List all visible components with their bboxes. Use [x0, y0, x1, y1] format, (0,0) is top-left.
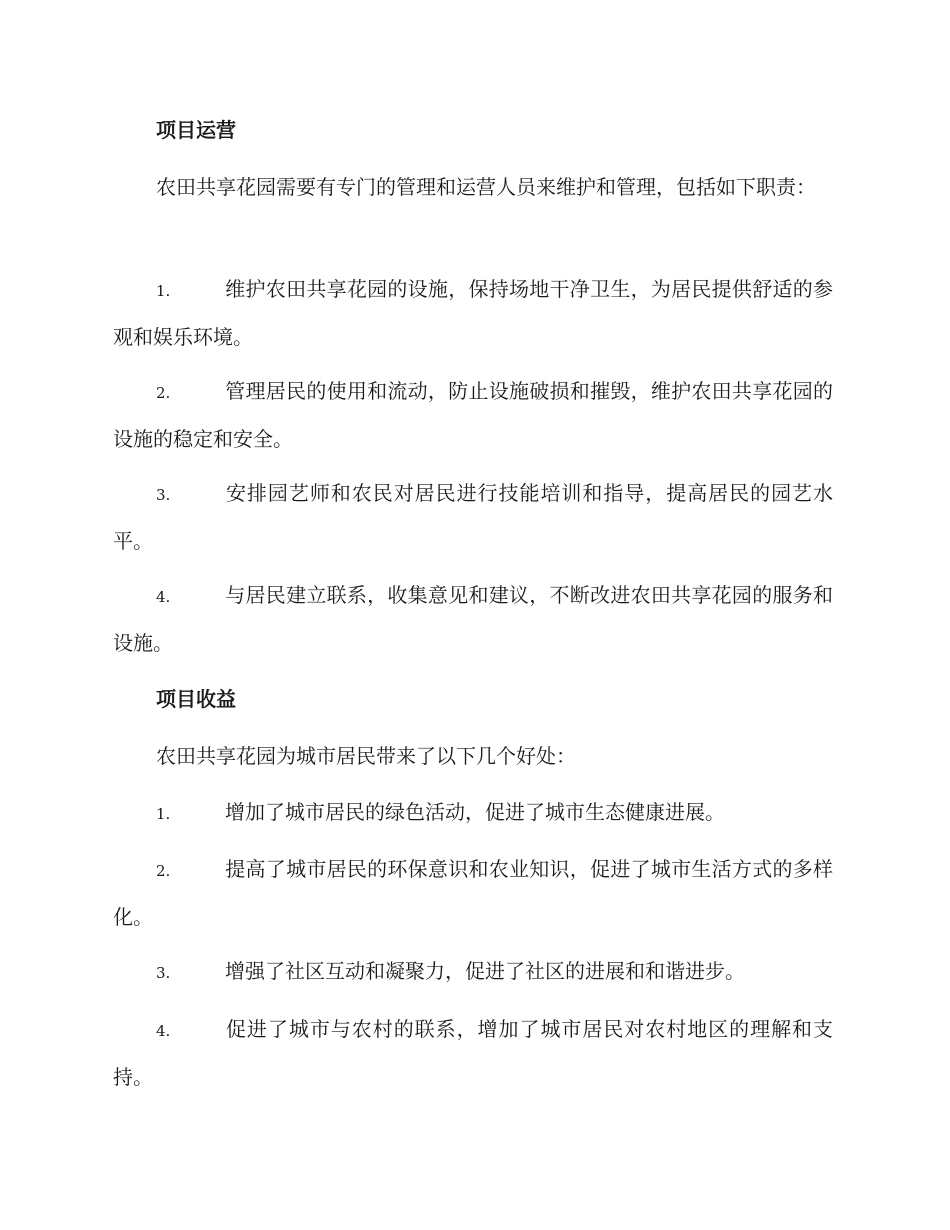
operations-intro: 农田共享花园需要有专门的管理和运营人员来维护和管理，包括如下职责：	[156, 175, 816, 199]
benefits-intro: 农田共享花园为城市居民带来了以下几个好处：	[156, 744, 576, 768]
benefits-item-4	[113, 1006, 833, 1100]
list-item-text: 增强了社区互动和凝聚力，促进了社区的进展和和谐进步。	[225, 959, 745, 983]
list-item-text: 促进了城市与农村的联系，增加了城市居民对农村地区的理解和支持。	[113, 1017, 833, 1089]
operations-item-3	[113, 470, 833, 564]
list-number: 2.	[156, 384, 171, 402]
section-heading-benefits: 项目收益	[156, 687, 236, 711]
list-item-text: 安排园艺师和农民对居民进行技能培训和指导，提高居民的园艺水平。	[113, 481, 833, 553]
benefits-item-3	[113, 948, 833, 996]
list-number: 3.	[156, 486, 171, 504]
operations-item-1	[113, 266, 833, 360]
list-item-text: 提高了城市居民的环保意识和农业知识，促进了城市生活方式的多样化。	[113, 857, 833, 929]
benefits-item-1	[113, 789, 833, 837]
list-number: 3.	[156, 964, 171, 982]
list-item-text: 管理居民的使用和流动，防止设施破损和摧毁，维护农田共享花园的设施的稳定和安全。	[113, 379, 833, 451]
section-heading-operations: 项目运营	[156, 118, 236, 142]
benefits-item-2	[113, 846, 833, 940]
list-number: 1.	[156, 805, 171, 823]
list-item-text: 增加了城市居民的绿色活动，促进了城市生态健康进展。	[225, 800, 725, 824]
list-number: 2.	[156, 862, 171, 880]
list-item-text: 与居民建立联系，收集意见和建议，不断改进农田共享花园的服务和设施。	[113, 583, 833, 655]
list-number: 1.	[156, 282, 171, 300]
operations-item-4	[113, 572, 833, 666]
list-number: 4.	[156, 588, 171, 606]
operations-item-2	[113, 368, 833, 462]
list-number: 4.	[156, 1022, 171, 1040]
list-item-text: 维护农田共享花园的设施，保持场地干净卫生，为居民提供舒适的参观和娱乐环境。	[113, 277, 833, 349]
